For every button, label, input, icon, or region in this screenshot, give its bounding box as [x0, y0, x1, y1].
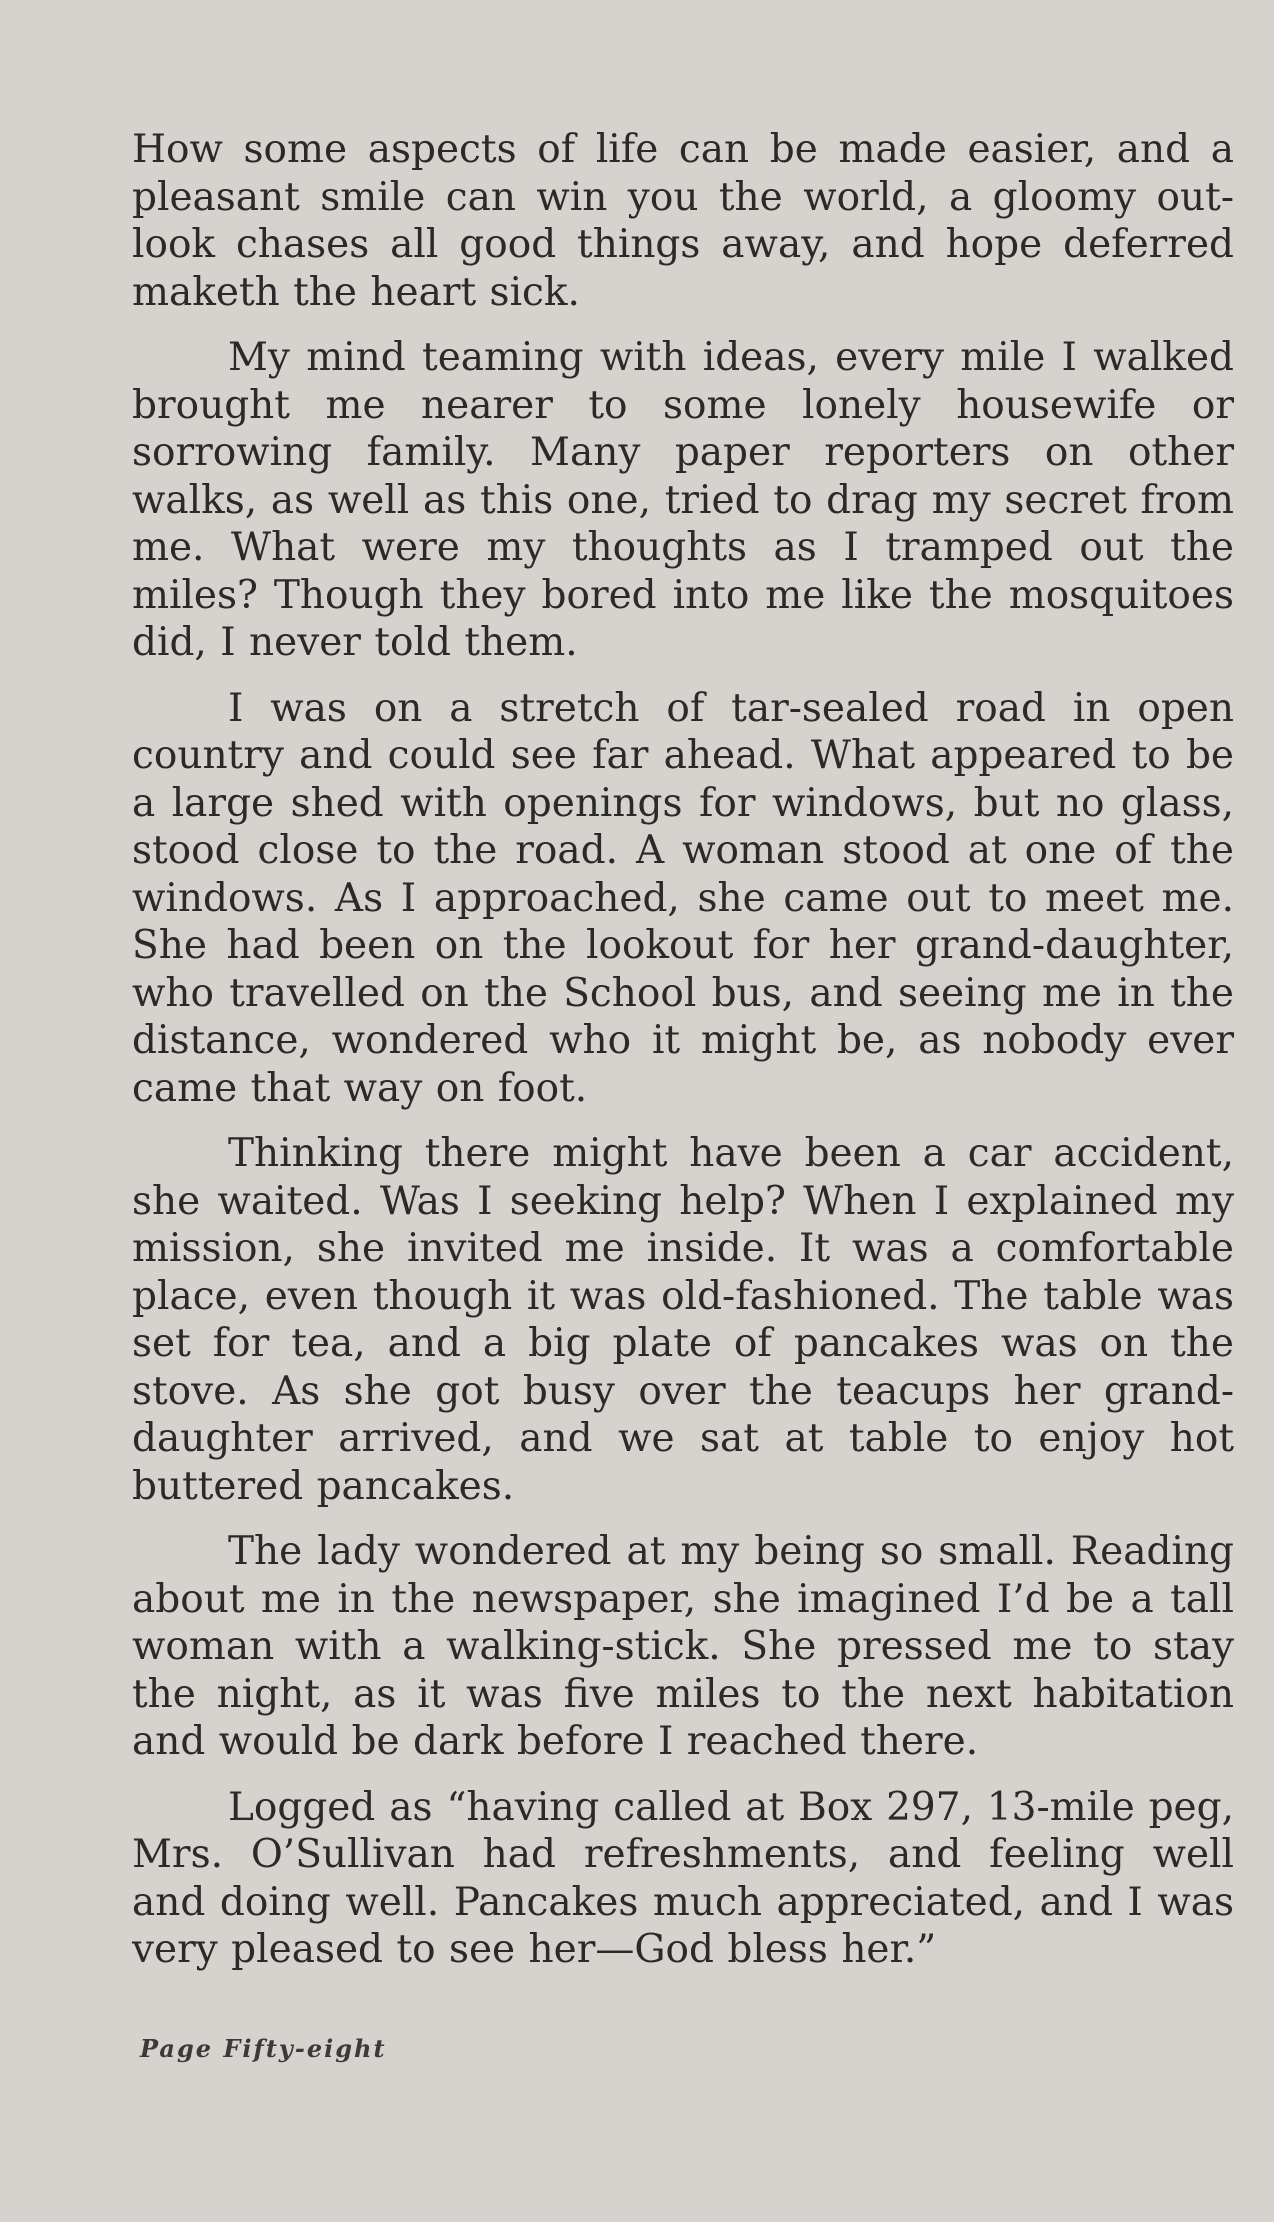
paragraph: My mind teaming with ideas, every mile I walked brought me nearer to some lonely housewife or sorrowing family. Many paper reporters on other walks, as well as this one, tried to drag my secret from me. What were my thoughts as I tramped out the miles? Though they bored into me like the mosquitoes did, I never told them. [132, 335, 1234, 665]
body-text [132, 126, 1234, 1992]
paragraph: Thinking there might have been a car accident, she waited. Was I seeking help? When I explained my mission, she invited me inside. It was a comfortable place, even though it was old-fashioned. The table was set for tea, and a big plate of pancakes was on the stove. As she got busy over the teacups her grand-daughter arrived, and we sat at table to enjoy hot buttered pancakes. [132, 1131, 1234, 1509]
paragraph: I was on a stretch of tar-sealed road in open country and could see far ahead. What appeared to be a large shed with openings for windows, but no glass, stood close to the road. A woman stood at one of the windows. As I approached, she came out to meet me. She had been on the lookout for her grand-daughter, who travelled on the School bus, and seeing me in the distance, wondered who it might be, as nobody ever came that way on foot. [132, 685, 1234, 1111]
page-number: Page Fifty-eight [140, 2034, 387, 2063]
paragraph: Logged as “having called at Box 297, 13-mile peg, Mrs. O’Sullivan had refreshments, and feeling well and doing well. Pancakes much appreciated, and I was very pleased to see her—God bless her.” [132, 1784, 1234, 1972]
paragraph: How some aspects of life can be made easier, and a pleasant smile can win you the world, a gloomy outlook chases all good things away, and hope deferred maketh the heart sick. [132, 127, 1234, 315]
paragraph: The lady wondered at my being so small. Reading about me in the newspaper, she imagined I’d be a tall woman with a walking-stick. She pressed me to stay the night, as it was five miles to the next habitation and would be dark before I reached there. [132, 1529, 1234, 1764]
